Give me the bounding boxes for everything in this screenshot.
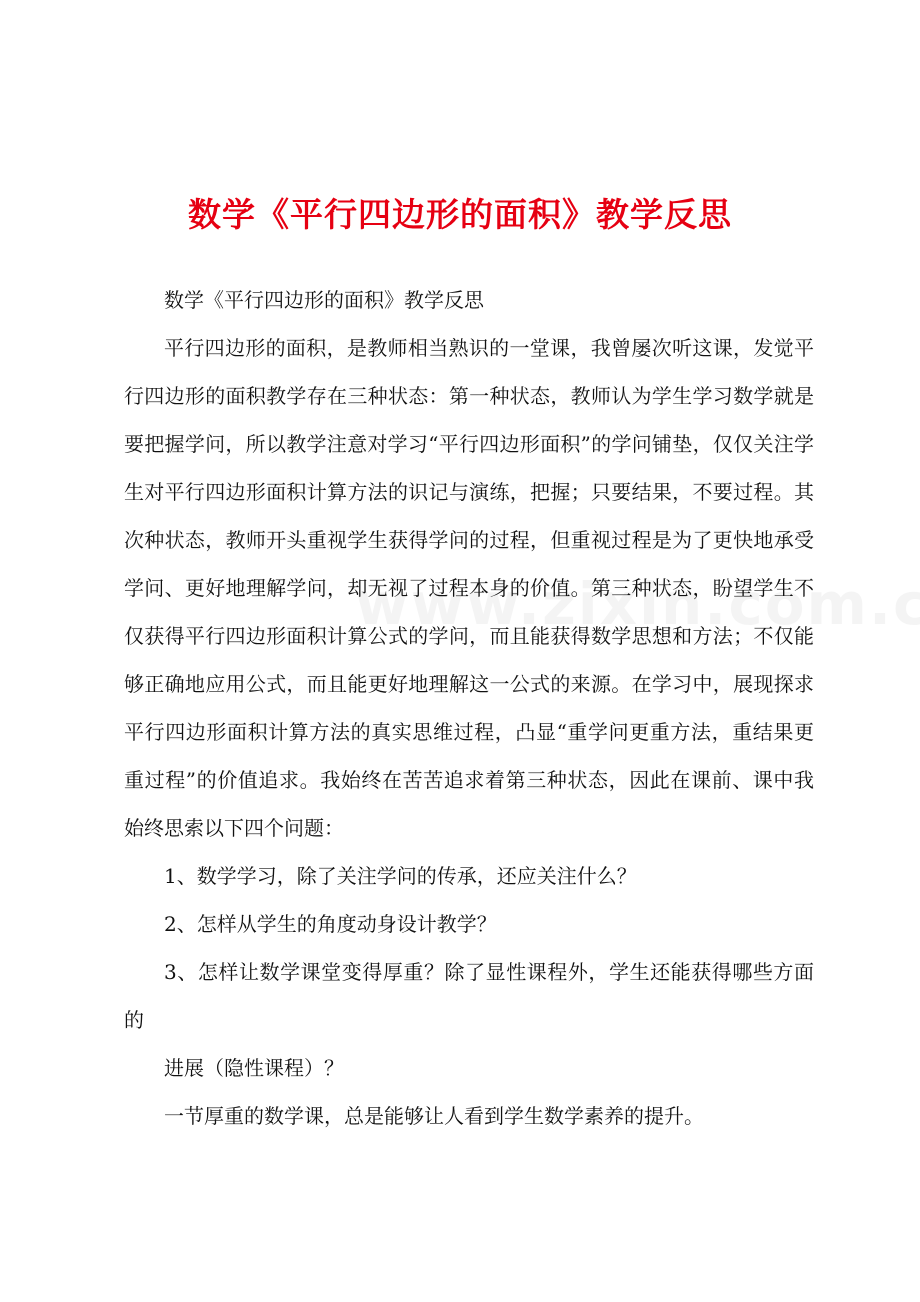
question-2: 2、怎样从学生的角度动身设计教学？ [164, 912, 497, 936]
document-body [124, 276, 814, 1140]
paragraph-conclusion: 一节厚重的数学课，总是能够让人看到学生数学素养的提升。 [164, 1104, 704, 1128]
paragraph-subtitle: 数学《平行四边形的面积》教学反思 [164, 288, 484, 312]
document-title: 数学《平行四边形的面积》教学反思 [188, 195, 732, 234]
paragraph-main: 平行四边形的面积，是教师相当熟识的一堂课，我曾屡次听这课，发觉平行四边形的面积教学存在三种状态：第一种状态，教师认为学生学习数学就是要把握学问，所以教学注意对学习“平行四边形面积”的学问铺垫，仅仅关注学生对平行四边形面积计算方法的识记与演练，把握；只要结果，不要过程。其次种状态，教师开头重视学生获得学问的过程，但重视过程是为了更快地承受学问、更好地理解学问，却无视了过程本身的价值。第三种状态，盼望学生不仅获得平行四边形面积计算公式的学问，而且能获得数学思想和方法；不仅能够正确地应用公式，而且能更好地理解这一公式的来源。在学习中，展现探求平行四边形面积计算方法的真实思维过程，凸显“重学问更重方法，重结果更重过程”的价值追求。我始终在苦苦追求着第三种状态，因此在课前、课中我始终思索以下四个问题： [124, 336, 814, 840]
question-3: 3、怎样让数学课堂变得厚重？除了显性课程外，学生还能获得哪些方面的 [124, 960, 814, 1032]
question-1: 1、数学学习，除了关注学问的传承，还应关注什么？ [164, 864, 637, 888]
question-3-continued: 进展（隐性课程）？ [164, 1056, 344, 1080]
